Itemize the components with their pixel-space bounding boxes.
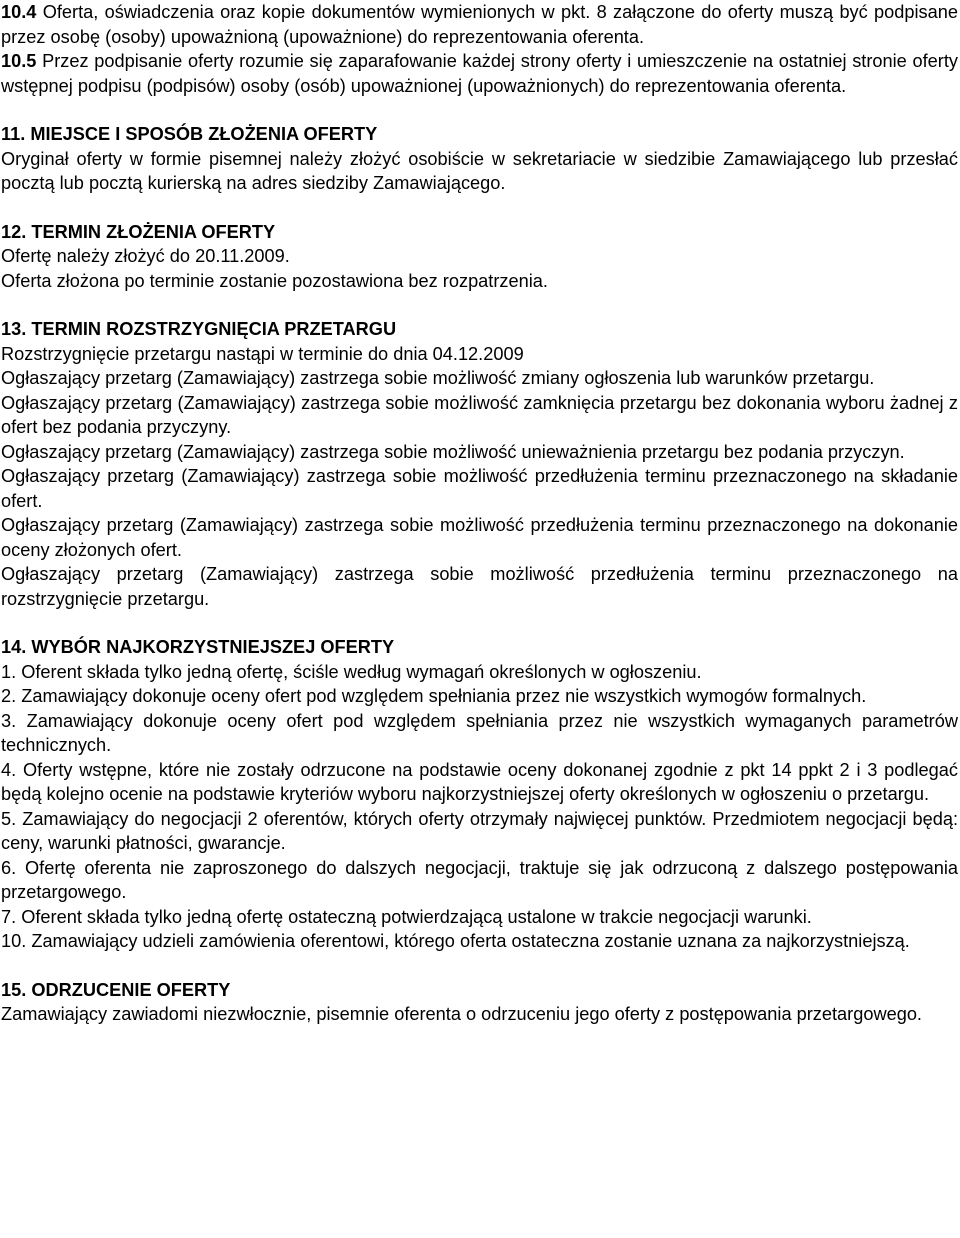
section-heading: 14. WYBÓR NAJKORZYSTNIEJSZEJ OFERTY: [1, 637, 395, 657]
paragraph: Rozstrzygnięcie przetargu nastąpi w terminie do dnia 04.12.2009: [1, 343, 524, 364]
paragraph: Ogłaszający przetarg (Zamawiający) zastrzega sobie możliwość przedłużenia terminu przeznaczonego na rozstrzygnięcie przetargu.: [1, 564, 958, 609]
paragraph: Ogłaszający przetarg (Zamawiający) zastrzega sobie możliwość przedłużenia terminu przeznaczonego na składanie ofert.: [1, 466, 958, 511]
paragraph: Oryginał oferty w formie pisemnej należy złożyć osobiście w sekretariacie w siedzibie Zamawiającego lub przesłać pocztą lub pocztą kurierską na adres siedziby Zamawiającego.: [1, 148, 958, 193]
section-12: [1, 220, 958, 294]
list-item: 2. Zamawiający dokonuje oceny ofert pod względem spełniania przez nie wszystkich wymogów formalnych.: [1, 686, 867, 706]
paragraph: Ogłaszający przetarg (Zamawiający) zastrzega sobie możliwość unieważnienia przetargu bez podania przyczyn.: [1, 441, 905, 462]
list-item: 10. Zamawiający udzieli zamówienia oferentowi, którego oferta ostateczna zostanie uznana za najkorzystniejszą.: [1, 931, 910, 951]
list-item: 1. Oferent składa tylko jedną ofertę, ściśle według wymagań określonych w ogłoszeniu.: [1, 661, 702, 682]
paragraph-number: 10.4: [1, 2, 37, 22]
list-item: 3. Zamawiający dokonuje oceny ofert pod względem spełniania przez nie wszystkich wymaganych parametrów technicznych.: [1, 710, 958, 755]
paragraph: Ogłaszający przetarg (Zamawiający) zastrzega sobie możliwość przedłużenia terminu przeznaczonego na dokonanie oceny złożonych ofert.: [1, 515, 958, 560]
section-heading: 12. TERMIN ZŁOŻENIA OFERTY: [1, 221, 276, 242]
section-15: [1, 978, 958, 1027]
list-item: 6. Ofertę oferenta nie zaproszonego do dalszych negocjacji, traktuje się jak odrzuconą z dalszego postępowania przetargowego.: [1, 857, 958, 902]
paragraph: Oferta złożona po terminie zostanie pozostawiona bez rozpatrzenia.: [1, 270, 548, 291]
paragraph-number: 10.5: [1, 51, 37, 71]
paragraph: Ogłaszający przetarg (Zamawiający) zastrzega sobie możliwość zamknięcia przetargu bez dokonania wyboru żadnej z ofert bez podania przyczyny.: [1, 392, 958, 437]
section-14: [1, 635, 958, 954]
section-11: [1, 122, 958, 196]
section-13: [1, 317, 958, 611]
section-heading: 15. ODRZUCENIE OFERTY: [1, 979, 231, 1000]
paragraph-10-5: [1, 49, 958, 98]
paragraph-text: Przez podpisanie oferty rozumie się zaparafowanie każdej strony oferty i umieszczenie na ostatniej stronie oferty wstępnej podpisu (podpisów) osoby (osób) upoważnionej (upoważnionych) do reprezentowania oferenta.: [1, 51, 958, 96]
list-item: 5. Zamawiający do negocjacji 2 oferentów, których oferty otrzymały najwięcej punktów. Przedmiotem negocjacji będą: ceny, warunki płatności, gwarancje.: [1, 808, 958, 853]
list-item: 7. Oferent składa tylko jedną ofertę ostateczną potwierdzającą ustalone w trakcie negocjacji warunki.: [1, 906, 812, 927]
section-heading: 11. MIEJSCE I SPOSÓB ZŁOŻENIA OFERTY: [1, 124, 378, 144]
paragraph: Ogłaszający przetarg (Zamawiający) zastrzega sobie możliwość zmiany ogłoszenia lub warunków przetargu.: [1, 368, 875, 388]
paragraph: Zamawiający zawiadomi niezwłocznie, pisemnie oferenta o odrzuceniu jego oferty z postępowania przetargowego.: [1, 1004, 922, 1024]
section-heading: 13. TERMIN ROZSTRZYGNIĘCIA PRZETARGU: [1, 319, 397, 339]
paragraph-10-4: [1, 0, 958, 49]
paragraph-text: Oferta, oświadczenia oraz kopie dokumentów wymienionych w pkt. 8 załączone do oferty muszą być podpisane przez osobę (osoby) upoważnioną (upoważnione) do reprezentowania oferenta.: [1, 2, 958, 47]
paragraph: Ofertę należy złożyć do 20.11.2009.: [1, 246, 290, 266]
list-item: 4. Oferty wstępne, które nie zostały odrzucone na podstawie oceny dokonanej zgodnie z pkt 14 ppkt 2 i 3 podlegać będą kolejno ocenie na podstawie kryteriów wyboru najkorzystniejszej oferty określonych w ogłoszeniu o przetargu.: [1, 759, 958, 804]
